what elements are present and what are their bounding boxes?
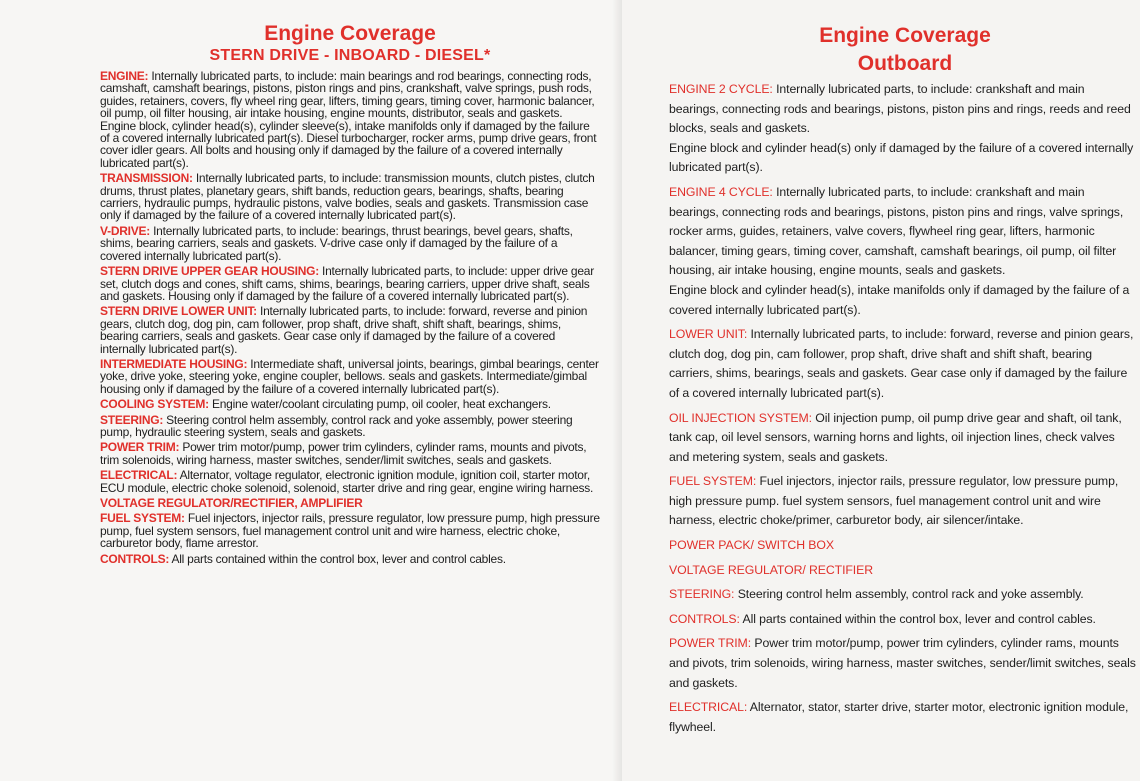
section-heading: CONTROLS: — [669, 611, 740, 626]
coverage-section-fuel-system — [669, 472, 1137, 531]
coverage-section-steering — [669, 585, 1137, 605]
coverage-section-power-trim — [669, 634, 1137, 693]
section-note: Engine block and cylinder head(s) only if damaged by the failure of a covered internally lubricated part(s). — [669, 140, 1134, 175]
section-text: All parts contained within the control box, lever and control cables. — [169, 551, 506, 566]
coverage-section-intermediate-housing — [100, 358, 600, 395]
section-text: Oil injection pump, oil pump drive gear and shaft, oil tank, tank cap, oil level sensors, warning horns and lights, oil injection lines, check valves and metering system, seals and gaskets. — [669, 410, 1122, 464]
coverage-section-stern-drive-lower — [100, 305, 600, 355]
section-heading: VOLTAGE REGULATOR/RECTIFIER, AMPLIFIER — [100, 496, 363, 510]
section-text: Intermediate shaft, universal joints, bearings, gimbal bearings, center yoke, drive yoke, steering yoke, engine coupler, bellows. seals and gaskets. Intermediate/gimbal housing only if damaged by the failure of a covered internally lubricated part(s). — [100, 356, 599, 396]
section-text: Steering control helm assembly, control rack and yoke assembly, power steering pump, hydraulic steering system, seals and gaskets. — [100, 412, 573, 439]
section-text: Internally lubricated parts, to include: transmission mounts, clutch pistes, clutch drums, thrust plates, planetary gears, shift bands, reduction gears, bearings, shafts, bearing carriers, hydraulic pumps, hydraulic pistons, valve bodies, seals and gaskets. Transmission case only if damaged by the failure of a covered internally lubricated part(s). — [100, 171, 595, 223]
section-heading: FUEL SYSTEM: — [669, 474, 757, 489]
coverage-section-controls — [669, 610, 1137, 630]
section-heading: POWER PACK/ SWITCH BOX — [669, 538, 834, 553]
coverage-section-v-drive — [100, 225, 600, 262]
section-heading: STERN DRIVE UPPER GEAR HOUSING: — [100, 264, 319, 279]
section-heading: INTERMEDIATE HOUSING: — [100, 356, 248, 371]
section-note: Engine block and cylinder head(s), intake manifolds only if damaged by the failure of a covered internally lubricated part(s). — [669, 282, 1130, 317]
right-page — [622, 0, 1140, 781]
coverage-section-engine-4-cycle — [669, 183, 1137, 320]
section-text: Power trim motor/pump, power trim cylinders, cylinder rams, mounts and pivots, trim solenoids, wiring harness, master switches, sender/limit switches, seals and gaskets. — [100, 440, 587, 467]
section-heading: STERN DRIVE LOWER UNIT: — [100, 304, 257, 319]
section-heading: ENGINE 2 CYCLE: — [669, 82, 773, 96]
section-text: Internally lubricated parts, to include: crankshaft and main bearings, connecting rods and bearings, pistons, piston pins and rings, valve springs, rocker arms, guides, retainers, valve covers, flywheel ring gear, lifters, harmonic balancer, timing gears, timing cover, camshaft, camshaft bearings, oil pump, oil filter housing, air intake housing, engine mounts, seals and gaskets. — [669, 184, 1124, 278]
section-heading: OIL INJECTION SYSTEM: — [669, 410, 812, 425]
coverage-section-voltage-regulator — [100, 497, 600, 509]
section-heading: POWER TRIM: — [100, 440, 180, 455]
section-text: Internally lubricated parts, to include: main bearings and rod bearings, connecting rods, camshaft, camshaft bearings, pistons, piston rings and pins, crankshaft, valve springs, push rods, guides, retainers, covers, fly wheel ring gear, lifters, timing gears, timing cover, harmonic balancer, oil pump, oil filter housing, air intake housing, engine mounts, distributor, seals and gaskets. Engine block, cylinder head(s), cylinder sleeve(s), intake manifolds only if damaged by the failure of a covered internally lubricated part(s). Diesel turbocharger, rocker arms, pump drive gears, front cover idler gears. All bolts and housing only if damaged by the failure of a covered internally lubricated part(s). — [100, 69, 597, 170]
coverage-section-transmission — [100, 172, 600, 222]
section-heading: FUEL SYSTEM: — [100, 511, 185, 526]
section-heading: V-DRIVE: — [100, 223, 151, 238]
section-heading: LOWER UNIT: — [669, 327, 748, 342]
section-heading: COOLING SYSTEM: — [100, 397, 209, 412]
section-heading: ENGINE: — [100, 69, 149, 83]
section-heading: STEERING: — [669, 587, 735, 602]
section-heading: STEERING: — [100, 412, 164, 427]
coverage-section-voltage-regulator-rectifier — [669, 561, 1137, 581]
section-text: All parts contained within the control box, lever and control cables. — [739, 611, 1096, 626]
section-heading: POWER TRIM: — [669, 636, 752, 651]
section-heading: ENGINE 4 CYCLE: — [669, 184, 773, 199]
coverage-section-lower-unit — [669, 325, 1137, 403]
right-page-title: Engine Coverage — [819, 24, 991, 47]
coverage-section-power-pack — [669, 536, 1137, 556]
section-text: Fuel injectors, injector rails, pressure regulator, low pressure pump, high pressure pump. fuel system sensors, fuel management control unit and wire harness, electric choke/primer, carburetor body, air silencer/intake. — [669, 474, 1119, 528]
section-text: Fuel injectors, injector rails, pressure regulator, low pressure pump, high pressure pump, fuel system sensors, fuel management control unit and wire harness, electric choke, carburetor body, flame arrestor. — [100, 511, 600, 551]
coverage-section-oil-injection — [669, 409, 1137, 468]
coverage-section-fuel — [100, 512, 600, 549]
section-heading: ELECTRICAL: — [100, 468, 178, 483]
coverage-section-steering — [100, 414, 600, 439]
section-text: Power trim motor/pump, power trim cylinders, cylinder rams, mounts and pivots, trim solenoids, wiring harness, master switches, sender/limit switches, seals and gaskets. — [669, 636, 1136, 690]
left-coverage-list — [100, 70, 600, 568]
coverage-section-electrical — [669, 698, 1137, 737]
section-text: Internally lubricated parts, to include: crankshaft and main bearings, connecting rods and bearings, pistons, piston pins and rings, reeds and reed blocks, seals and gaskets. — [669, 82, 1131, 136]
section-text: Internally lubricated parts, to include: upper drive gear set, clutch dogs and cones, shift cams, shims, bearings, bearing carriers, upper drive shaft, seals and gaskets. Housing only if damaged by the failure of a covered internally lubricated part(s). — [100, 264, 594, 303]
section-heading: TRANSMISSION: — [100, 171, 193, 186]
left-page-subtitle: STERN DRIVE - INBOARD - DIESEL* — [209, 47, 491, 64]
coverage-section-stern-drive-upper — [100, 265, 600, 302]
section-heading: CONTROLS: — [100, 551, 170, 566]
section-text: Alternator, stator, starter drive, starter motor, electronic ignition module, flywheel. — [669, 700, 1129, 734]
section-text: Engine water/coolant circulating pump, oil cooler, heat exchangers. — [208, 397, 551, 412]
right-coverage-list — [669, 80, 1137, 742]
coverage-section-engine-2-cycle — [669, 80, 1137, 178]
section-text: Alternator, voltage regulator, electronic ignition module, ignition coil, starter motor, ECU module, electric choke solenoid, solenoid, starter drive and ring gear, engine wiring harness. — [100, 468, 594, 495]
coverage-section-power-trim — [100, 441, 600, 466]
section-text: Steering control helm assembly, control rack and yoke assembly. — [734, 587, 1084, 602]
section-heading: VOLTAGE REGULATOR/ RECTIFIER — [669, 562, 874, 577]
section-text: Internally lubricated parts, to include: forward, reverse and pinion gears, clutch dog, dog pin, cam follower, prop shaft, drive shaft and shift shaft, bearing carriers, shims, bearings, seals and gaskets. Gear case only if damaged by the failure of a covered internally lubricated part(s). — [669, 327, 1134, 400]
coverage-section-cooling — [100, 398, 600, 410]
coverage-section-electrical — [100, 469, 600, 494]
section-text: Internally lubricated parts, to include: bearings, thrust bearings, bevel gears, shafts, shims, bearing carriers, seals and gaskets. V-drive case only if damaged by the failure of a covered internally lubricated part(s). — [100, 223, 573, 263]
right-page-subtitle: Outboard — [857, 52, 953, 75]
section-text: Internally lubricated parts, to include: forward, reverse and pinion gears, clutch dog, dog pin, cam follower, prop shaft, drive shaft, shift shaft, bearings, shims, bearing carriers, seals and gaskets. Gear case only if damaged by the failure of a covered internally lubricated part(s). — [100, 304, 588, 356]
left-page-title: Engine Coverage — [264, 22, 436, 45]
section-heading: ELECTRICAL: — [669, 700, 748, 715]
coverage-section-engine — [100, 70, 600, 169]
coverage-section-controls — [100, 553, 600, 565]
